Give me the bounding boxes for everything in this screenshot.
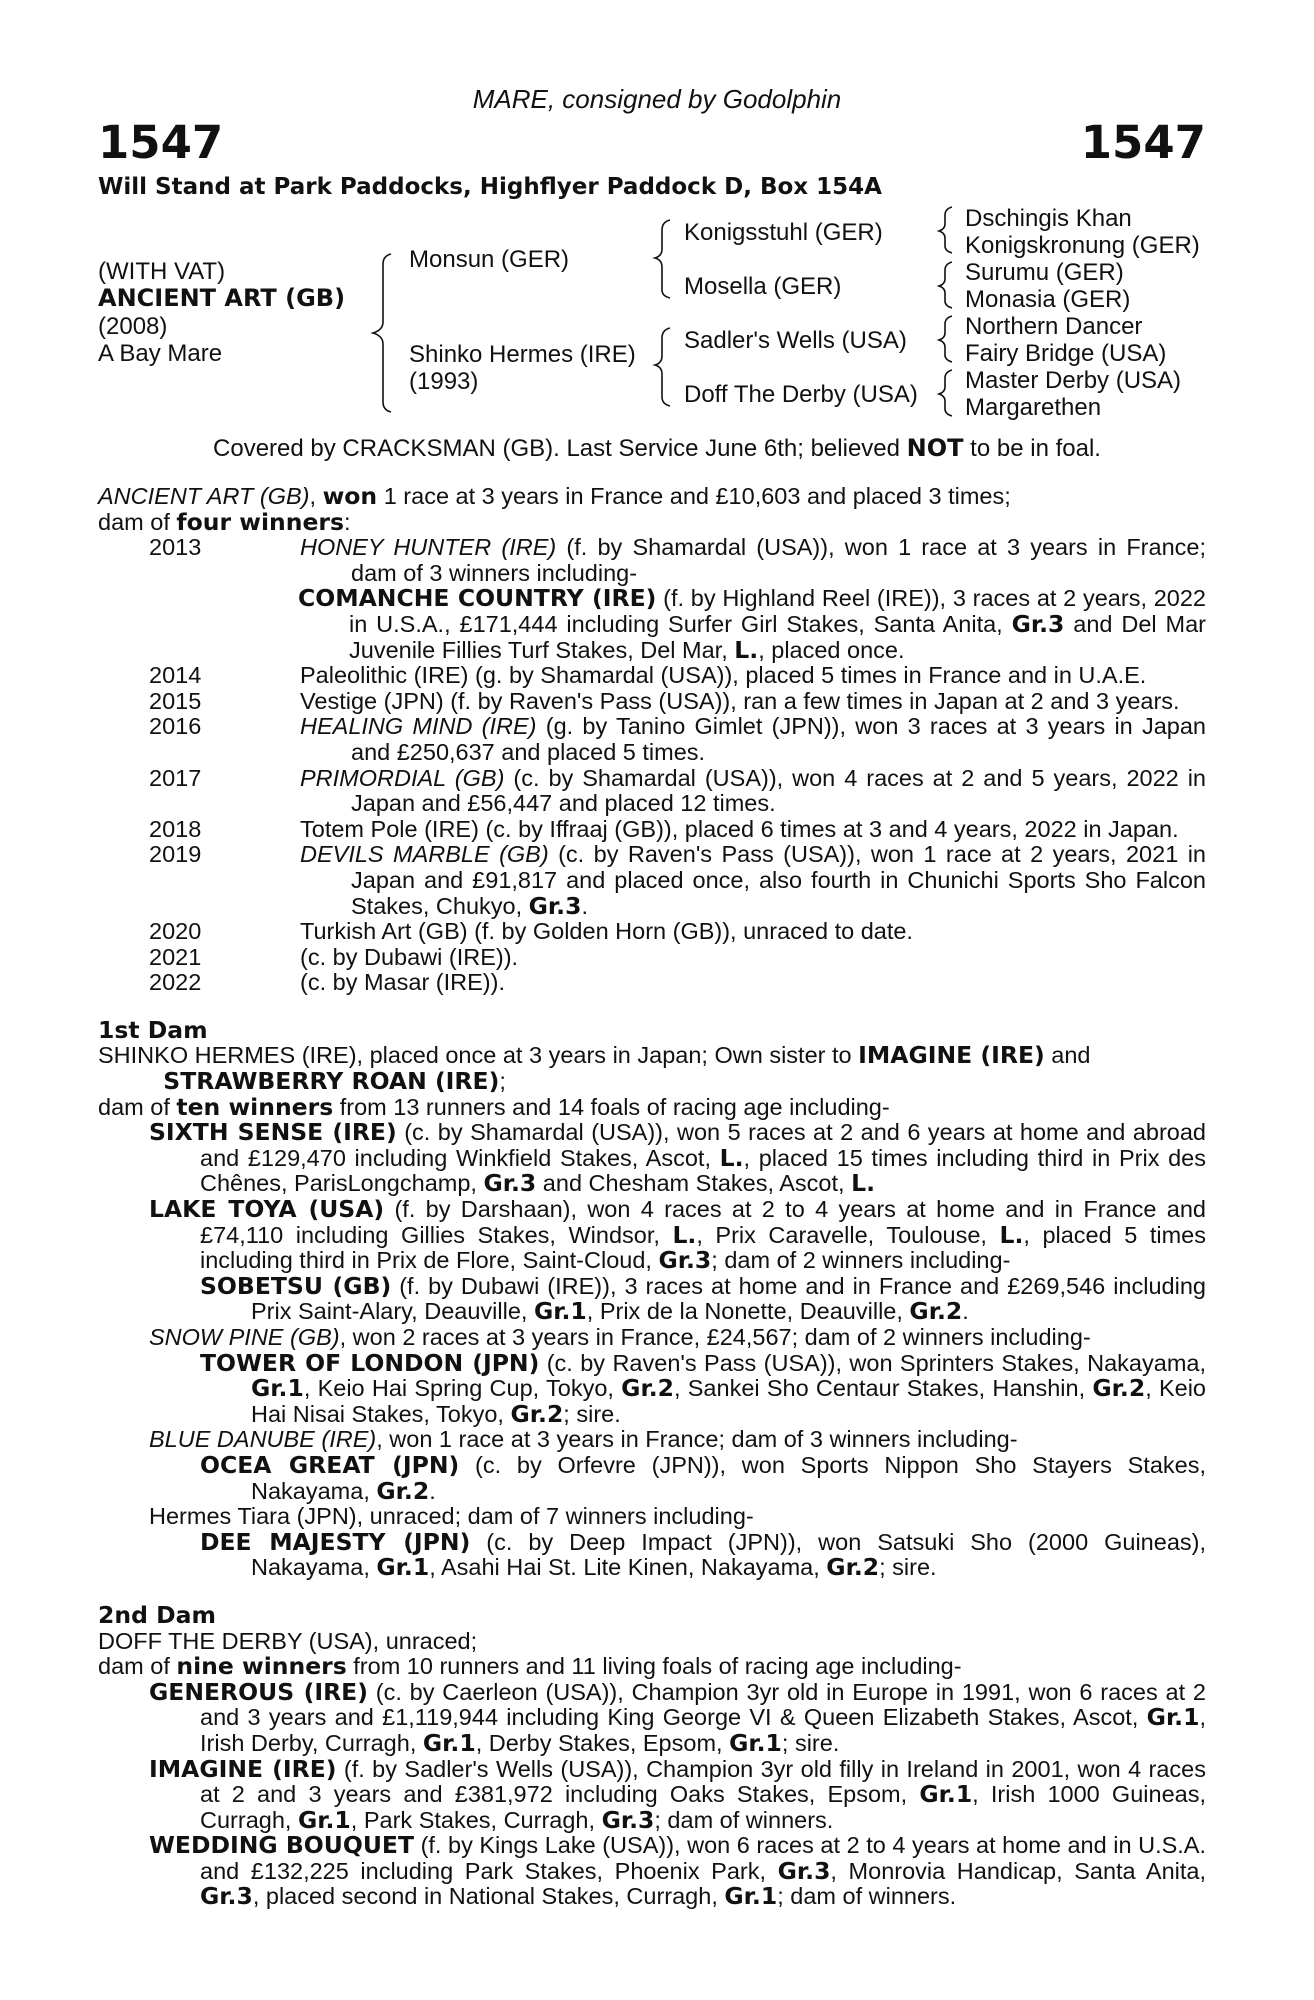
produce-row-2018: 2018 Totem Pole (IRE) (c. by Iffraaj (GB)), placed 6 times at 3 and 4 years, 2022 in Japan. — [149, 815, 1179, 842]
horse-name: ANCIENT ART (GB) — [98, 284, 346, 312]
horse-description: A Bay Mare — [98, 340, 223, 367]
ancestor-sdd: Monasia (GER) — [965, 286, 1131, 313]
produce-row-2014: 2014 Paleolithic (IRE) (g. by Shamardal (USA)), placed 5 times in France and in U.A.E. — [149, 662, 1147, 689]
dam-dam: Doff The Derby (USA) — [684, 381, 918, 408]
sire-dam: Mosella (GER) — [684, 273, 842, 300]
ancestor-sds: Surumu (GER) — [965, 259, 1124, 286]
produce-row-2021: 2021 (c. by Dubawi (IRE)). — [149, 943, 519, 970]
covered-note: Covered by CRACKSMAN (GB). Last Service June 6th; believed NOT to be in foal. — [213, 434, 1101, 462]
stand-location: Will Stand at Park Paddocks, Highflyer Paddock D, Box 154A — [98, 174, 882, 200]
ancestor-dsd: Fairy Bridge (USA) — [965, 340, 1167, 367]
produce-row-2017: 2017 PRIMORDIAL (GB) (c. by Shamardal (USA)), won 4 races at 2 and 5 years, 2022 in Japan and £56,447 and placed 12 times. — [149, 764, 1207, 817]
first-dam-produce: SIXTH SENSE (IRE) (c. by Shamardal (USA)), won 5 races at 2 and 6 years at home and abroad and £129,470 including Winkfield Stakes, Ascot, L., placed 15 times including third in Prix des Chênes, ParisLongchamp, Gr.3 and Chesham Stakes, Ascot, L. — [149, 1118, 1206, 1198]
second-dam-produce: WEDDING BOUQUET (f. by Kings Lake (USA)), won 6 races at 2 to 4 years at home and in U.S.A. and £132,225 including Park Stakes, Phoenix Park, Gr.3, Monrovia Handicap, Santa Anita, Gr.3, placed second in National Stakes, Curragh, Gr.1; dam of winners. — [149, 1831, 1207, 1911]
sire-name: Monsun (GER) — [409, 246, 570, 273]
lot-number-right: 1547 — [1080, 116, 1206, 169]
ancestor-sss: Dschingis Khan — [965, 205, 1132, 232]
sire-sire: Konigsstuhl (GER) — [684, 219, 883, 246]
ancestor-dds: Master Derby (USA) — [965, 367, 1182, 394]
dam-name: Shinko Hermes (IRE) — [409, 341, 636, 368]
first-dam-heading: 1st Dam — [98, 1015, 208, 1044]
first-dam-grandchild: DEE MAJESTY (JPN) (c. by Deep Impact (JPN)), won Satsuki Sho (2000 Guineas), Nakayama, Gr.1, Asahi Hai St. Lite Kinen, Nakayama, Gr.2; sire. — [200, 1527, 1206, 1582]
dam-year: (1993) — [409, 368, 479, 395]
first-dam-produce: BLUE DANUBE (IRE), won 1 race at 3 years in France; dam of 3 winners including- — [149, 1426, 1018, 1453]
first-dam-grandchild: TOWER OF LONDON (JPN) (c. by Raven's Pass (USA)), won Sprinters Stakes, Nakayama, Gr.1, Keio Hai Spring Cup, Tokyo, Gr.2, Sankei Sho Centaur Stakes, Hanshin, Gr.2, Keio Hai Nisai Stakes, Tokyo, Gr.2; sire. — [200, 1348, 1206, 1428]
first-dam-grandchild: SOBETSU (GB) (f. by Dubawi (IRE)), 3 races at home and in France and £269,546 including Prix Saint-Alary, Deauville, Gr.1, Prix de la Nonette, Deauville, Gr.2. — [200, 1271, 1206, 1326]
ancestor-dss: Northern Dancer — [965, 313, 1143, 340]
produce-row-2019: 2019 DEVILS MARBLE (GB) (c. by Raven's Pass (USA)), won 1 race at 2 years, 2021 in Japan and £91,817 and placed once, also fourth in Chunichi Sports Sho Falcon Stakes, Chukyo, Gr.3. — [149, 841, 1206, 920]
produce-row-2013: 2013 HONEY HUNTER (IRE) (f. by Shamardal (USA)), won 1 race at 3 years in France; dam of 3 winners including- — [149, 534, 1206, 586]
first-dam-grandchild: OCEA GREAT (JPN) (c. by Orfevre (JPN)), won Sports Nippon Sho Stayers Stakes, Nakayama, Gr.2. — [200, 1450, 1206, 1505]
produce-row-2015: 2015 Vestige (JPN) (f. by Raven's Pass (USA)), ran a few times in Japan at 2 and 3 years. — [149, 687, 1180, 714]
first-dam-produce: SNOW PINE (GB), won 2 races at 3 years in France, £24,567; dam of 2 winners including- — [149, 1324, 1091, 1350]
first-dam-summary: SHINKO HERMES (IRE), placed once at 3 years in Japan; Own sister to IMAGINE (IRE) and STRAWBERRY ROAN (IRE); dam of ten winners from 13 runners and 14 foals of racing age including- — [98, 1041, 1091, 1121]
produce-row-2022: 2022 (c. by Masar (IRE)). — [149, 969, 505, 996]
lot-number-left: 1547 — [98, 116, 224, 169]
ancestor-ddd: Margarethen — [965, 394, 1102, 421]
consignment-line: MARE, consigned by Godolphin — [472, 84, 842, 114]
horse-year: (2008) — [98, 313, 168, 340]
dam-sire: Sadler's Wells (USA) — [684, 327, 907, 354]
vat-note: (WITH VAT) — [98, 258, 226, 285]
second-dam-produce: IMAGINE (IRE) (f. by Sadler's Wells (USA)), Champion 3yr old filly in Ireland in 2001, won 4 races at 2 and 3 years and £381,972 including Oaks Stakes, Epsom, Gr.1, Irish 1000 Guineas, Curragh, Gr.1, Park Stakes, Curragh, Gr.3; dam of winners. — [149, 1754, 1206, 1834]
second-dam-summary: DOFF THE DERBY (USA), unraced; dam of nine winners from 10 runners and 11 living foals of racing age including- — [98, 1627, 962, 1681]
produce-row-2020: 2020 Turkish Art (GB) (f. by Golden Horn (GB)), unraced to date. — [149, 918, 913, 945]
produce-row-2016: 2016 HEALING MIND (IRE) (g. by Tanino Gimlet (JPN)), won 3 races at 3 years in Japan and £250,637 and placed 5 times. — [149, 713, 1206, 765]
first-dam-produce: LAKE TOYA (USA) (f. by Darshaan), won 4 races at 2 to 4 years at home and in France and £74,110 including Gillies Stakes, Windsor, L., Prix Caravelle, Toulouse, L., placed 5 times including third in Prix de Flore, Saint-Cloud, Gr.3; dam of 2 winners including- — [149, 1195, 1207, 1275]
ancestor-ssd: Konigskronung (GER) — [965, 232, 1200, 259]
second-dam-produce: GENEROUS (IRE) (c. by Caerleon (USA)), Champion 3yr old in Europe in 1991, won 6 races at 2 and 3 years and £1,119,944 including King George VI & Queen Elizabeth Stakes, Ascot, Gr.1, Irish Derby, Curragh, Gr.1, Derby Stakes, Epsom, Gr.1; sire. — [149, 1677, 1206, 1757]
produce-grandchild: COMANCHE COUNTRY (IRE) (f. by Highland Reel (IRE)), 3 races at 2 years, 2022 in U.S.A., £171,444 including Surfer Girl Stakes, Santa Anita, Gr.3 and Del Mar Juvenile Fillies Turf Stakes, Del Mar, L., placed once. — [298, 584, 1207, 664]
first-dam-produce: Hermes Tiara (JPN), unraced; dam of 7 winners including- — [149, 1503, 754, 1530]
second-dam-heading: 2nd Dam — [98, 1600, 216, 1629]
catalogue-body — [98, 484, 1206, 1910]
dam-summary: ANCIENT ART (GB), won 1 race at 3 years in France and £10,603 and placed 3 times; dam of four winners: — [98, 482, 1011, 536]
